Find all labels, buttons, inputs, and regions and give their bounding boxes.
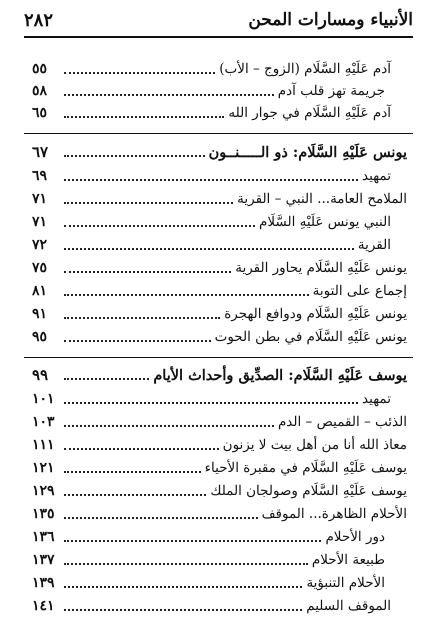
toc-entry-title: آدم عَلَيْهِ السَّلَام (الزوج – الأب) [219, 61, 391, 77]
toc-entry-page: ١٣٦ [32, 529, 55, 545]
toc-entry-title: الأحلام الظاهرة... الموقف [261, 506, 407, 522]
toc-entry-page: ٧١ [32, 191, 48, 207]
toc-chapter-page: ٩٩ [32, 366, 49, 384]
toc-entry-page: ١٢١ [32, 460, 55, 476]
leader-dots [64, 425, 274, 427]
leader-dots [64, 294, 309, 296]
toc-entry[interactable] [32, 165, 407, 187]
toc-entry-page: ١٣٥ [32, 506, 55, 522]
toc-entry[interactable] [32, 303, 407, 325]
toc-entry-title: دور الأحلام [325, 529, 385, 545]
toc-entry-page: ٥٨ [32, 83, 48, 99]
toc-entry-title: يوسف عَلَيْهِ السَّلَام في مقبرة الأحياء [204, 460, 407, 476]
toc-entry[interactable] [32, 572, 407, 594]
toc-entry[interactable] [32, 549, 407, 571]
leader-dots [64, 179, 358, 181]
toc-entry[interactable] [32, 411, 407, 433]
leader-dots [64, 378, 149, 380]
toc-entry-page: ٩٥ [32, 329, 48, 345]
page-number: ٢٨٢ [24, 9, 54, 31]
toc-entry-title: يونس عَلَيْهِ السَّلَام ودوافع الهجرة [224, 306, 407, 322]
toc-chapter-title: يوسف عَلَيْهِ السَّلَام: الصدِّيق وأحداث الأيام [153, 366, 407, 384]
toc-entry-page: ١٣٩ [32, 575, 55, 591]
toc-entry-title: يونس عَلَيْهِ السَّلَام في بطن الحوت [214, 329, 407, 345]
toc-entry-title: يونس عَلَيْهِ السَّلَام يحاور القرية [235, 260, 407, 276]
toc-entry-title: إجماع على التوبة [312, 283, 407, 299]
toc-entry-title: تمهيد [362, 168, 391, 184]
toc-entry-page: ٥٥ [32, 61, 48, 77]
leader-dots [64, 448, 219, 450]
section-divider [24, 357, 413, 358]
page-header [24, 6, 413, 34]
leader-dots [64, 609, 302, 611]
toc-chapter-page: ٦٧ [32, 143, 49, 161]
toc-entry[interactable] [32, 388, 407, 410]
toc-entry-page: ٦٩ [32, 168, 48, 184]
leader-dots [64, 340, 211, 342]
toc-entry[interactable] [32, 234, 407, 256]
leader-dots [64, 586, 302, 588]
toc-entry[interactable] [32, 526, 407, 548]
toc-entry-title: الأحلام التنبؤية [306, 575, 385, 591]
leader-dots [64, 72, 215, 74]
leader-dots [64, 271, 231, 273]
leader-dots [64, 494, 206, 496]
leader-dots [64, 517, 258, 519]
header-rule [24, 36, 413, 38]
toc-entry-page: ٩١ [32, 306, 48, 322]
toc-entry-title: الذئب – القميص – الدم [277, 414, 407, 430]
leader-dots [64, 202, 233, 204]
leader-dots [64, 225, 255, 227]
toc-entry-title: معاذ الله أنا من أهل بيت لا يزنون [222, 437, 407, 453]
toc-entry[interactable] [32, 188, 407, 210]
toc-entry-title: القرية [357, 237, 391, 253]
leader-dots [64, 155, 205, 157]
toc-entry[interactable] [32, 211, 407, 233]
toc-entry-title: الموقف السليم [306, 598, 391, 614]
leader-dots [64, 471, 201, 473]
leader-dots [64, 540, 321, 542]
toc-entry-page: ٧٥ [32, 260, 48, 276]
toc-entry-page: ١٢٩ [32, 483, 55, 499]
toc-chapter-title: يونس عَلَيْهِ السَّلَام: ذو الـــــنــون [208, 143, 407, 161]
toc-entry-page: ١٣٧ [32, 552, 55, 568]
toc-entry-title: يوسف عَلَيْهِ السَّلَام وصولجان الملك [210, 483, 407, 499]
leader-dots [64, 402, 358, 404]
section-divider [24, 133, 413, 134]
leader-dots [64, 248, 354, 250]
toc-entry[interactable] [32, 434, 407, 456]
toc-entry-page: ٦٥ [32, 105, 48, 121]
toc-chapter[interactable] [32, 141, 407, 163]
leader-dots [64, 116, 224, 118]
toc-entry-page: ١٠١ [32, 391, 55, 407]
leader-dots [64, 563, 308, 565]
toc-entry[interactable] [32, 503, 407, 525]
toc-entry[interactable] [32, 102, 407, 124]
toc-entry[interactable] [32, 480, 407, 502]
toc-entry[interactable] [32, 58, 407, 80]
toc-entry-title: جريمة تهز قلب آدم [277, 83, 385, 99]
toc-entry-title: تمهيد [362, 391, 391, 407]
toc-entry[interactable] [32, 595, 407, 617]
toc-entry-page: ٨١ [32, 283, 48, 299]
toc-entry[interactable] [32, 257, 407, 279]
toc-entry-title: الملامح العامة... النبي – القرية [237, 191, 407, 207]
toc-entry-title: النبي يونس عَلَيْهِ السَّلَام [259, 214, 391, 230]
toc-entry-page: ١٠٣ [32, 414, 55, 430]
toc-entry-page: ١١١ [32, 437, 55, 453]
toc-entry[interactable] [32, 326, 407, 348]
toc-entry-page: ٧١ [32, 214, 48, 230]
toc-entry[interactable] [32, 280, 407, 302]
toc-entry-title: آدم عَلَيْهِ السَّلَام في جوار الله [228, 105, 391, 121]
toc-entry-title: طبيعة الأحلام [311, 552, 385, 568]
toc-entry[interactable] [32, 457, 407, 479]
running-title: الأنبياء ومسارات المحن [248, 10, 413, 30]
leader-dots [64, 317, 220, 319]
toc-entry-page: ٧٢ [32, 237, 48, 253]
toc-chapter[interactable] [32, 364, 407, 386]
leader-dots [64, 94, 274, 96]
toc-entry-page: ١٤١ [32, 598, 55, 614]
toc-entry[interactable] [32, 80, 407, 102]
